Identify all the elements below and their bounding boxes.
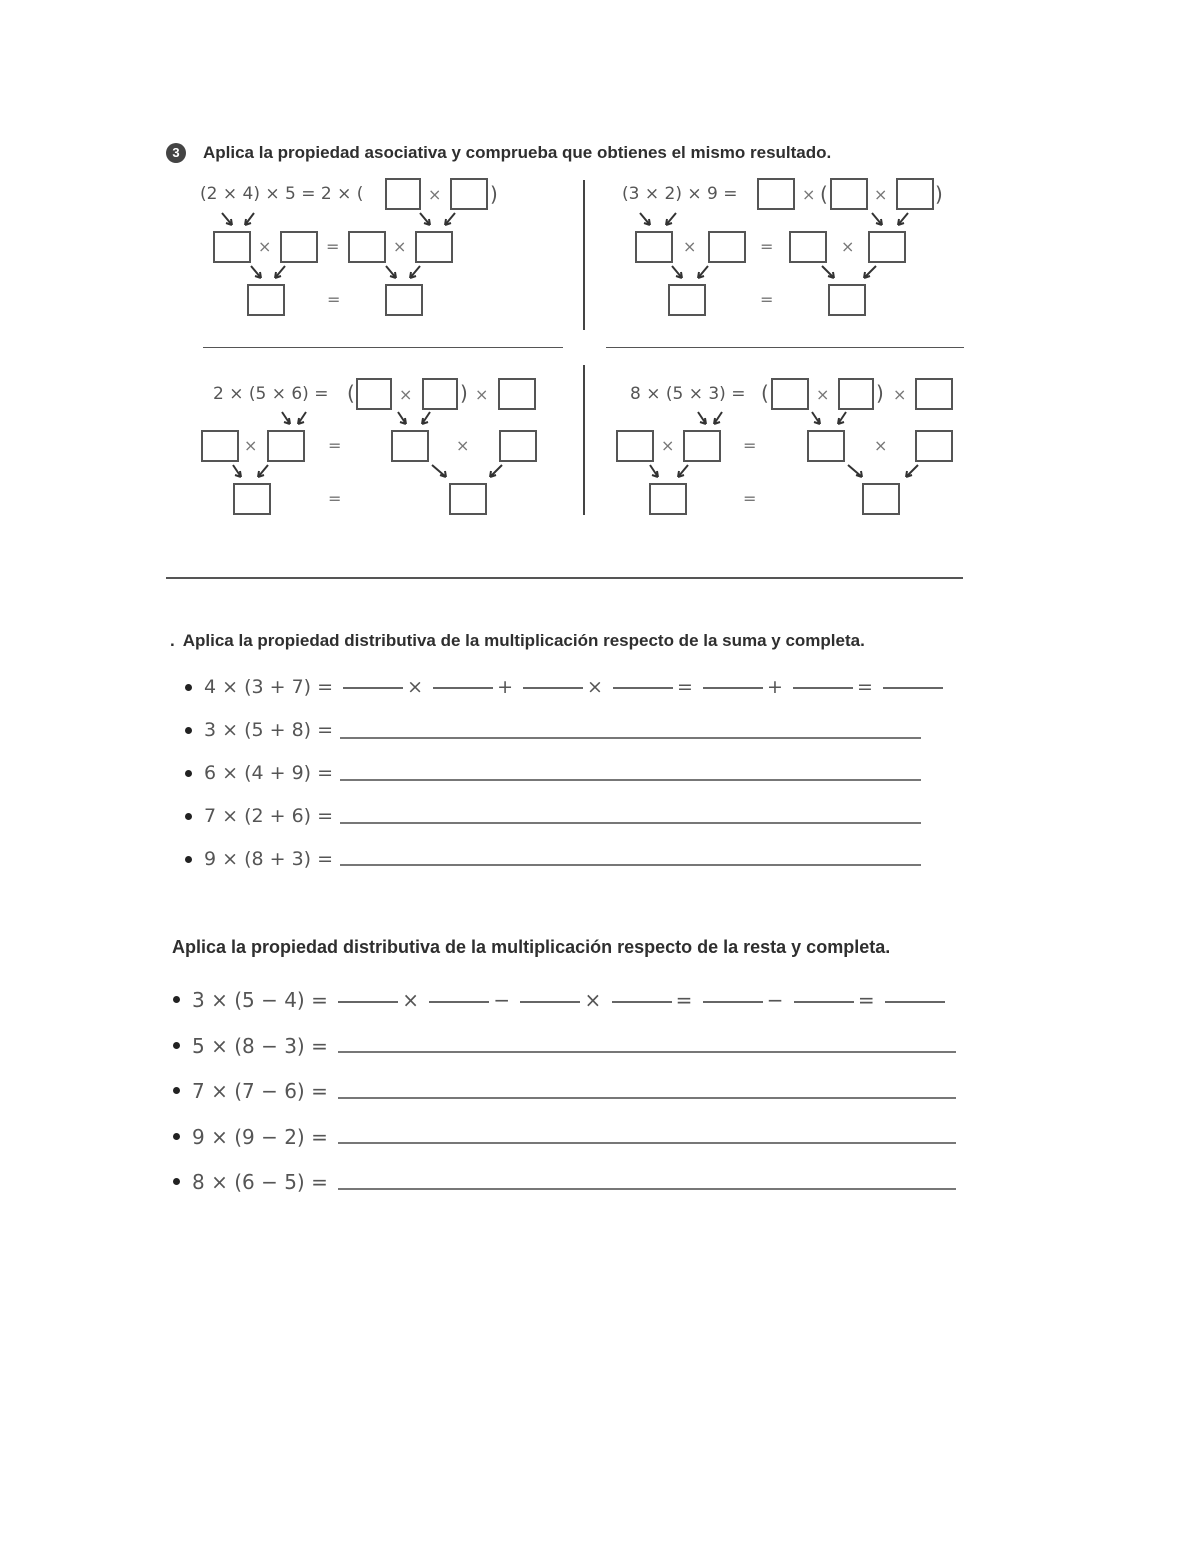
block4-expression: 8 × (5 × 3) = <box>630 384 746 404</box>
diff-row-1 <box>192 988 949 1012</box>
distributive-sum-section <box>170 631 865 651</box>
bullet <box>185 727 192 734</box>
diff-row-3-expression: 7 × (7 − 6) = <box>192 1079 328 1103</box>
bullet <box>173 1087 180 1094</box>
distributive-diff-instruction: Aplica la propiedad distributiva de la multiplicación respecto de la resta y completa. <box>172 937 891 957</box>
block4-arrows <box>0 0 1000 540</box>
block3-open-paren: ( <box>347 381 355 405</box>
sum-op: + <box>497 676 513 698</box>
block3-times: × <box>244 436 258 455</box>
diff-row-4-expression: 9 × (9 − 2) = <box>192 1125 328 1149</box>
block4-times: × <box>893 385 907 404</box>
sum-op: × <box>407 676 424 698</box>
diff-row-2-answer-line[interactable] <box>338 1051 956 1053</box>
block4-times: × <box>874 436 888 455</box>
sum-row-3-expression: 6 × (4 + 9) = <box>204 762 334 784</box>
block2-times: × <box>802 185 816 204</box>
block1-equals: = <box>326 237 340 256</box>
diff-blank[interactable] <box>612 1001 672 1003</box>
sum-row-2-answer-line[interactable] <box>340 737 921 739</box>
block2-times: × <box>874 185 888 204</box>
sum-row-1-expression: 4 × (3 + 7) = <box>204 676 334 698</box>
diff-row-4-answer-line[interactable] <box>338 1142 956 1144</box>
block2-times: × <box>841 237 855 256</box>
diff-blank[interactable] <box>885 1001 945 1003</box>
sum-blank[interactable] <box>703 687 763 689</box>
block2-equals: = <box>760 290 774 309</box>
block3-times: × <box>475 385 489 404</box>
sum-blank[interactable] <box>343 687 403 689</box>
bullet <box>173 1042 180 1049</box>
block4-close-paren: ) <box>876 381 884 405</box>
diff-row-1-expression: 3 × (5 − 4) = <box>192 988 328 1012</box>
block4-equals: = <box>743 489 757 508</box>
sum-blank[interactable] <box>793 687 853 689</box>
diff-blank[interactable] <box>520 1001 580 1003</box>
diff-op: − <box>493 988 511 1012</box>
sum-blank[interactable] <box>883 687 943 689</box>
block4-times: × <box>816 385 830 404</box>
sum-op: + <box>766 676 783 698</box>
block2-expression: (3 × 2) × 9 = <box>622 184 738 204</box>
bullet <box>173 1178 180 1185</box>
block3-times: × <box>399 385 413 404</box>
diff-op: − <box>766 988 784 1012</box>
diff-blank[interactable] <box>429 1001 489 1003</box>
bullet <box>185 813 192 820</box>
sum-blank[interactable] <box>433 687 493 689</box>
diff-blank[interactable] <box>703 1001 763 1003</box>
block1-equals: = <box>327 290 341 309</box>
block2-equals: = <box>760 237 774 256</box>
sum-row-3-answer-line[interactable] <box>340 779 921 781</box>
diff-op: = <box>675 988 693 1012</box>
sum-row-4-answer-line[interactable] <box>340 822 921 824</box>
exercise-3-instruction: Aplica la propiedad asociativa y comprueba que obtienes el mismo resultado. <box>203 143 832 162</box>
diff-blank[interactable] <box>338 1001 398 1003</box>
diff-row-3-answer-line[interactable] <box>338 1097 956 1099</box>
sum-blank[interactable] <box>523 687 583 689</box>
diff-op: = <box>857 988 875 1012</box>
sum-row-5-answer-line[interactable] <box>340 864 921 866</box>
block3-times: × <box>456 436 470 455</box>
bullet <box>185 684 192 691</box>
diff-op: × <box>584 988 602 1012</box>
block1-close-paren: ) <box>490 182 498 206</box>
block3-expression: 2 × (5 × 6) = <box>213 384 329 404</box>
block3-equals: = <box>328 489 342 508</box>
block2-close-paren: ) <box>935 182 943 206</box>
sum-row-5-expression: 9 × (8 + 3) = <box>204 848 334 870</box>
diff-row-2-expression: 5 × (8 − 3) = <box>192 1034 328 1058</box>
exercise-number-badge: 3 <box>166 143 186 163</box>
sum-row-2-expression: 3 × (5 + 8) = <box>204 719 334 741</box>
bullet <box>185 856 192 863</box>
diff-row-5-answer-line[interactable] <box>338 1188 956 1190</box>
distributive-sum-instruction: . Aplica la propiedad distributiva de la multiplicación respecto de la suma y completa. <box>170 631 865 650</box>
block4-equals: = <box>743 436 757 455</box>
sum-row-4-expression: 7 × (2 + 6) = <box>204 805 334 827</box>
block1-times: × <box>258 237 272 256</box>
block3-close-paren: ) <box>460 381 468 405</box>
diff-blank[interactable] <box>794 1001 854 1003</box>
diff-row-5-expression: 8 × (6 − 5) = <box>192 1170 328 1194</box>
bullet <box>185 770 192 777</box>
sum-op: = <box>677 676 693 698</box>
diff-op: × <box>402 988 419 1012</box>
block3-equals: = <box>328 436 342 455</box>
sum-op: = <box>856 676 873 698</box>
block1-times: × <box>393 237 407 256</box>
block4-open-paren: ( <box>761 381 769 405</box>
sum-op: × <box>587 676 603 698</box>
sum-row-1 <box>204 676 947 698</box>
block2-times: × <box>683 237 697 256</box>
block4-times: × <box>661 436 675 455</box>
bullet <box>173 1133 180 1140</box>
bullet <box>173 996 180 1003</box>
block1-expression: (2 × 4) × 5 = 2 × ( <box>200 184 364 204</box>
block2-open-paren: ( <box>820 182 828 206</box>
section-divider <box>166 577 963 579</box>
sum-blank[interactable] <box>613 687 673 689</box>
block1-times: × <box>428 185 442 204</box>
